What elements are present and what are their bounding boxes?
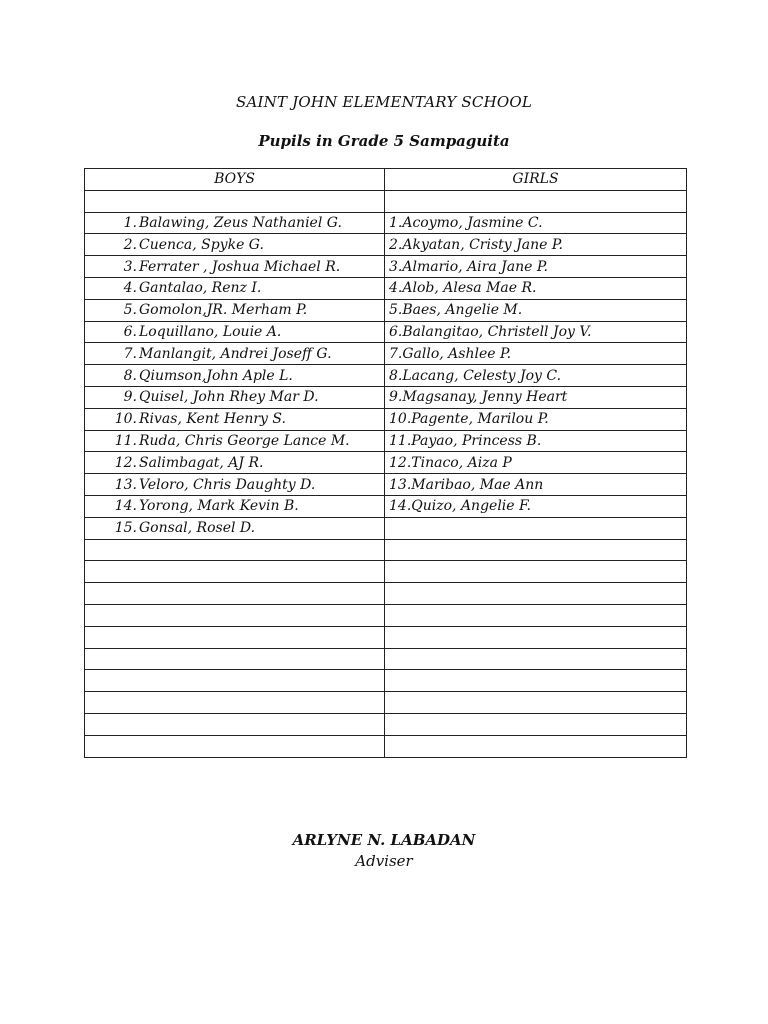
boy-number: 6. (123, 323, 137, 340)
boy-number: 10. (114, 411, 137, 428)
boy-cell (85, 343, 385, 365)
table-row (85, 604, 687, 626)
boy-cell (85, 452, 385, 474)
empty-cell (85, 692, 385, 714)
empty-cell (385, 648, 687, 670)
boy-cell (85, 430, 385, 452)
boy-cell (85, 474, 385, 496)
empty-cell (85, 735, 385, 757)
girl-cell (385, 517, 687, 539)
boy-name: Qiumson,John Aple L. (139, 367, 293, 384)
roster-body (85, 190, 687, 757)
boy-number: 2. (123, 236, 137, 253)
empty-cell (85, 583, 385, 605)
table-row (85, 583, 687, 605)
table-row (85, 212, 687, 234)
empty-cell (385, 583, 687, 605)
boy-name: Gonsal, Rosel D. (139, 520, 256, 537)
empty-cell (385, 604, 687, 626)
boy-number: 14. (114, 498, 137, 515)
table-row (85, 343, 687, 365)
empty-cell (85, 648, 385, 670)
girl-cell: 5.Baes, Angelie M. (385, 299, 687, 321)
boy-number: 11. (114, 432, 137, 449)
table-header-row (85, 169, 687, 191)
table-row (85, 495, 687, 517)
boy-name: Yorong, Mark Kevin B. (139, 498, 299, 515)
boy-name: Gantalao, Renz I. (139, 280, 262, 297)
adviser-role: Adviser (355, 852, 413, 870)
boy-name: Manlangit, Andrei Joseff G. (139, 345, 332, 362)
table-row (85, 713, 687, 735)
table-row (85, 474, 687, 496)
boy-name: Cuenca, Spyke G. (139, 236, 264, 253)
girl-cell: 6.Balangitao, Christell Joy V. (385, 321, 687, 343)
boy-number: 12. (114, 454, 137, 471)
empty-cell (85, 713, 385, 735)
boy-cell (85, 299, 385, 321)
boy-name: Salimbagat, AJ R. (139, 454, 264, 471)
empty-cell (385, 539, 687, 561)
girl-cell: 4.Alob, Alesa Mae R. (385, 277, 687, 299)
boy-cell (85, 234, 385, 256)
empty-cell (85, 670, 385, 692)
table-row (85, 256, 687, 278)
empty-cell (85, 626, 385, 648)
boy-number: 7. (123, 345, 137, 362)
boy-name: Quisel, John Rhey Mar D. (139, 389, 319, 406)
boy-cell (85, 321, 385, 343)
empty-cell (85, 561, 385, 583)
empty-cell (385, 692, 687, 714)
boy-cell (85, 256, 385, 278)
boy-number: 15. (114, 520, 137, 537)
girl-cell: 1.Acoymo, Jasmine C. (385, 212, 687, 234)
boy-number: 9. (123, 389, 137, 406)
table-row (85, 648, 687, 670)
boy-name: Balawing, Zeus Nathaniel G. (139, 214, 342, 231)
empty-cell (385, 713, 687, 735)
boy-name: Rivas, Kent Henry S. (139, 411, 286, 428)
boy-number: 5. (123, 302, 137, 319)
empty-cell (85, 190, 385, 212)
table-row (85, 386, 687, 408)
table-row (85, 234, 687, 256)
table-row (85, 692, 687, 714)
table-row (85, 735, 687, 757)
table-row (85, 277, 687, 299)
boy-cell (85, 277, 385, 299)
boys-column-header: BOYS (85, 169, 385, 191)
girl-cell: 13.Maribao, Mae Ann (385, 474, 687, 496)
table-row (85, 365, 687, 387)
empty-cell (385, 735, 687, 757)
boy-cell (85, 212, 385, 234)
girl-cell: 7.Gallo, Ashlee P. (385, 343, 687, 365)
table-row (85, 190, 687, 212)
girl-cell: 9.Magsanay, Jenny Heart (385, 386, 687, 408)
empty-cell (385, 670, 687, 692)
class-title: Pupils in Grade 5 Sampaguita (258, 132, 510, 150)
girl-cell: 11.Payao, Princess B. (385, 430, 687, 452)
empty-cell (385, 626, 687, 648)
girl-cell: 3.Almario, Aira Jane P. (385, 256, 687, 278)
boy-cell (85, 495, 385, 517)
girl-cell: 8.Lacang, Celesty Joy C. (385, 365, 687, 387)
boy-cell (85, 517, 385, 539)
school-title: SAINT JOHN ELEMENTARY SCHOOL (235, 93, 533, 111)
adviser-name: ARLYNE N. LABADAN (292, 831, 476, 849)
empty-cell (85, 604, 385, 626)
boy-cell (85, 365, 385, 387)
boy-name: Gomolon,JR. Merham P. (139, 302, 308, 319)
boy-cell (85, 408, 385, 430)
girls-column-header: GIRLS (385, 169, 687, 191)
boy-number: 3. (123, 258, 137, 275)
table-row (85, 408, 687, 430)
boy-name: Veloro, Chris Daughty D. (139, 476, 316, 493)
boy-number: 4. (123, 280, 137, 297)
table-row (85, 670, 687, 692)
boy-name: Loquillano, Louie A. (139, 323, 282, 340)
girl-cell: 2.Akyatan, Cristy Jane P. (385, 234, 687, 256)
empty-cell (85, 539, 385, 561)
girl-cell: 12.Tinaco, Aiza P (385, 452, 687, 474)
empty-cell (385, 561, 687, 583)
table-row (85, 517, 687, 539)
girl-cell: 14.Quizo, Angelie F. (385, 495, 687, 517)
girl-cell: 10.Pagente, Marilou P. (385, 408, 687, 430)
boy-number: 8. (123, 367, 137, 384)
roster-table (84, 168, 687, 758)
boy-number: 1. (123, 214, 137, 231)
table-row (85, 430, 687, 452)
table-row (85, 561, 687, 583)
table-row (85, 452, 687, 474)
empty-cell (385, 190, 687, 212)
table-row (85, 299, 687, 321)
boy-name: Ruda, Chris George Lance M. (139, 432, 350, 449)
boy-number: 13. (114, 476, 137, 493)
table-row (85, 539, 687, 561)
boy-cell (85, 386, 385, 408)
boy-name: Ferrater , Joshua Michael R. (139, 258, 341, 275)
table-row (85, 321, 687, 343)
table-row (85, 626, 687, 648)
